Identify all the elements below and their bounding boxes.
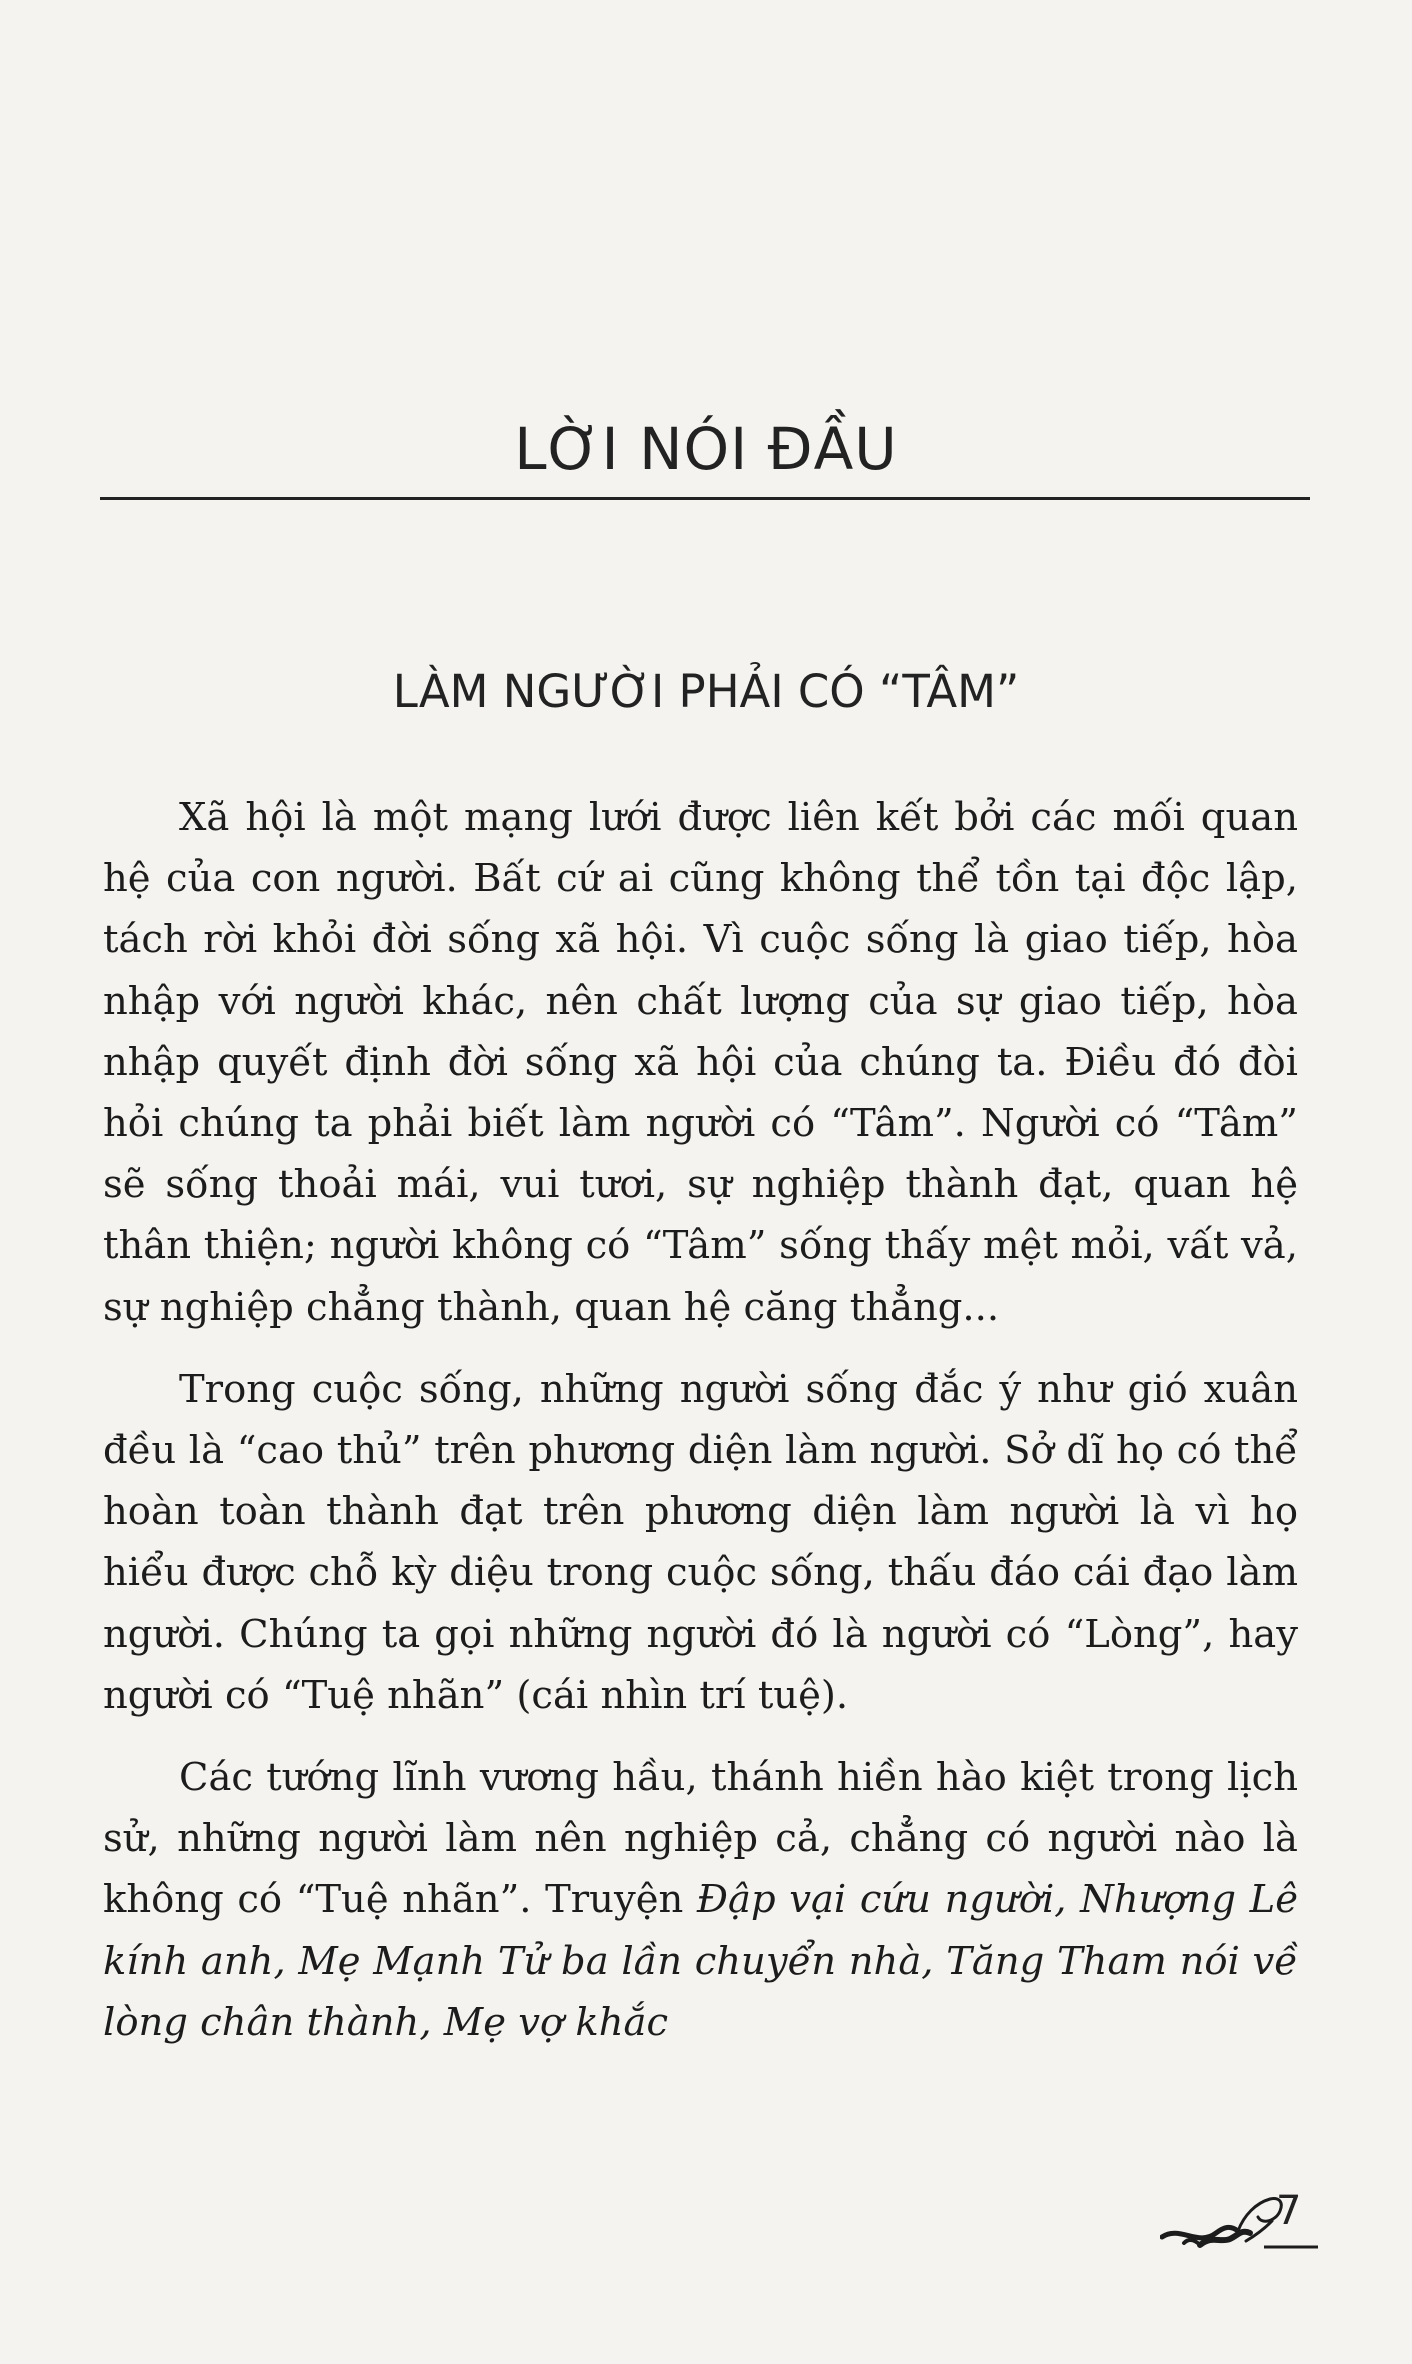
- page-title: LỜI NÓI ĐẦU: [514, 415, 898, 483]
- paragraph-2: Trong cuộc sống, những người sống đắc ý như gió xuân đều là “cao thủ” trên phương diện làm người. Sở dĩ họ có thể hoàn toàn thành đạt trên phương diện làm người là vì họ hiểu được chỗ kỳ diệu trong cuộc sống, thấu đáo cái đạo làm người. Chúng ta gọi những người đó là người có “Lòng”, hay người có “Tuệ nhãn” (cái nhìn trí tuệ).: [103, 1366, 1298, 1718]
- page-number: 7: [1276, 2188, 1302, 2234]
- title-divider: [100, 497, 1310, 500]
- story-titles: Đập vại cứu người, Nhượng Lê kính anh, Mẹ Mạnh Tử ba lần chuyển nhà, Tăng Tham nói về lòng chân thành, Mẹ vợ khắc: [103, 1877, 1298, 2045]
- body-text: [103, 787, 1298, 2053]
- paragraph-3-text: Các tướng lĩnh vương hầu, thánh hiền hào kiệt trong lịch sử, những người làm nên nghiệp cả, chẳng có người nào là không có “Tuệ nhãn”. Truyện: [103, 1755, 1298, 1923]
- paragraph-1: Xã hội là một mạng lưới được liên kết bởi các mối quan hệ của con người. Bất cứ ai cũng không thể tồn tại độc lập, tách rời khỏi đời sống xã hội. Vì cuộc sống là giao tiếp, hòa nhập với người khác, nên chất lượng của sự giao tiếp, hòa nhập quyết định đời sống xã hội của chúng ta. Điều đó đòi hỏi chúng ta phải biết làm người có “Tâm”. Người có “Tâm” sẽ sống thoải mái, vui tươi, sự nghiệp thành đạt, quan hệ thân thiện; người không có “Tâm” sống thấy mệt mỏi, vất vả, sự nghiệp chẳng thành, quan hệ căng thẳng...: [103, 795, 1298, 1330]
- section-heading: LÀM NGƯỜI PHẢI CÓ “TÂM”: [392, 665, 1020, 718]
- paragraph-3: [103, 1747, 1298, 2053]
